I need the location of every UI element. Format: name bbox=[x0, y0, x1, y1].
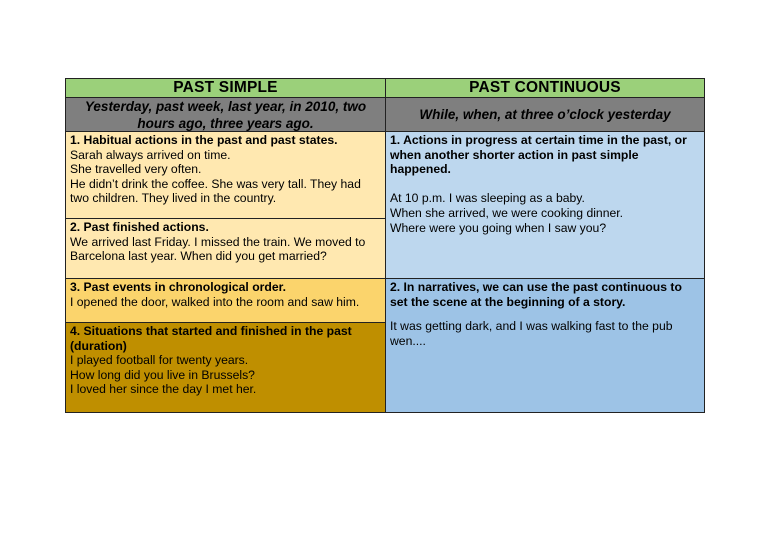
use-title: 2. In narratives, we can use the past continuous to set the scene at the beginning of a story. bbox=[390, 280, 682, 309]
past-simple-use-2 bbox=[65, 218, 386, 279]
use-title: 1. Actions in progress at certain time in the past, or when another shorter action in past simple happened. bbox=[390, 133, 687, 177]
past-continuous-use-1 bbox=[385, 131, 705, 279]
use-title: 1. Habitual actions in the past and past states. bbox=[70, 133, 338, 147]
example-line: Sarah always arrived on time. bbox=[70, 147, 231, 162]
example-line: She travelled very often. bbox=[70, 162, 202, 177]
past-simple-time-markers: Yesterday, past week, last year, in 2010, two hours ago, three years ago. bbox=[65, 97, 386, 132]
example-line: We arrived last Friday. I missed the train. We moved to Barcelona last year. When did you get married? bbox=[70, 234, 366, 264]
example-line: When she arrived, we were cooking dinner. bbox=[390, 205, 624, 220]
past-simple-use-3 bbox=[65, 278, 386, 323]
example-line: How long did you live in Brussels? bbox=[70, 367, 255, 382]
use-title: 3. Past events in chronological order. bbox=[70, 280, 287, 294]
use-title: 4. Situations that started and finished in the past (duration) bbox=[70, 324, 352, 353]
past-continuous-use-2 bbox=[385, 278, 705, 413]
past-continuous-header: PAST CONTINUOUS bbox=[385, 78, 705, 98]
example-line: I opened the door, walked into the room and saw him. bbox=[70, 294, 360, 309]
past-simple-use-4 bbox=[65, 322, 386, 413]
use-title: 2. Past finished actions. bbox=[70, 220, 209, 234]
example-line: It was getting dark, and I was walking fast to the pub wen.... bbox=[390, 319, 673, 348]
example-line: At 10 p.m. I was sleeping as a baby. bbox=[390, 191, 585, 206]
example-line: Where were you going when I saw you? bbox=[390, 220, 607, 235]
past-simple-header: PAST SIMPLE bbox=[65, 78, 386, 98]
example-line: I played football for twenty years. bbox=[70, 353, 249, 368]
past-simple-use-1 bbox=[65, 131, 386, 219]
example-line: I loved her since the day I met her. bbox=[70, 382, 257, 397]
example-line: He didn’t drink the coffee. She was very tall. They had two children. They lived in the country. bbox=[70, 176, 361, 206]
past-continuous-time-markers: While, when, at three o’clock yesterday bbox=[385, 97, 705, 132]
